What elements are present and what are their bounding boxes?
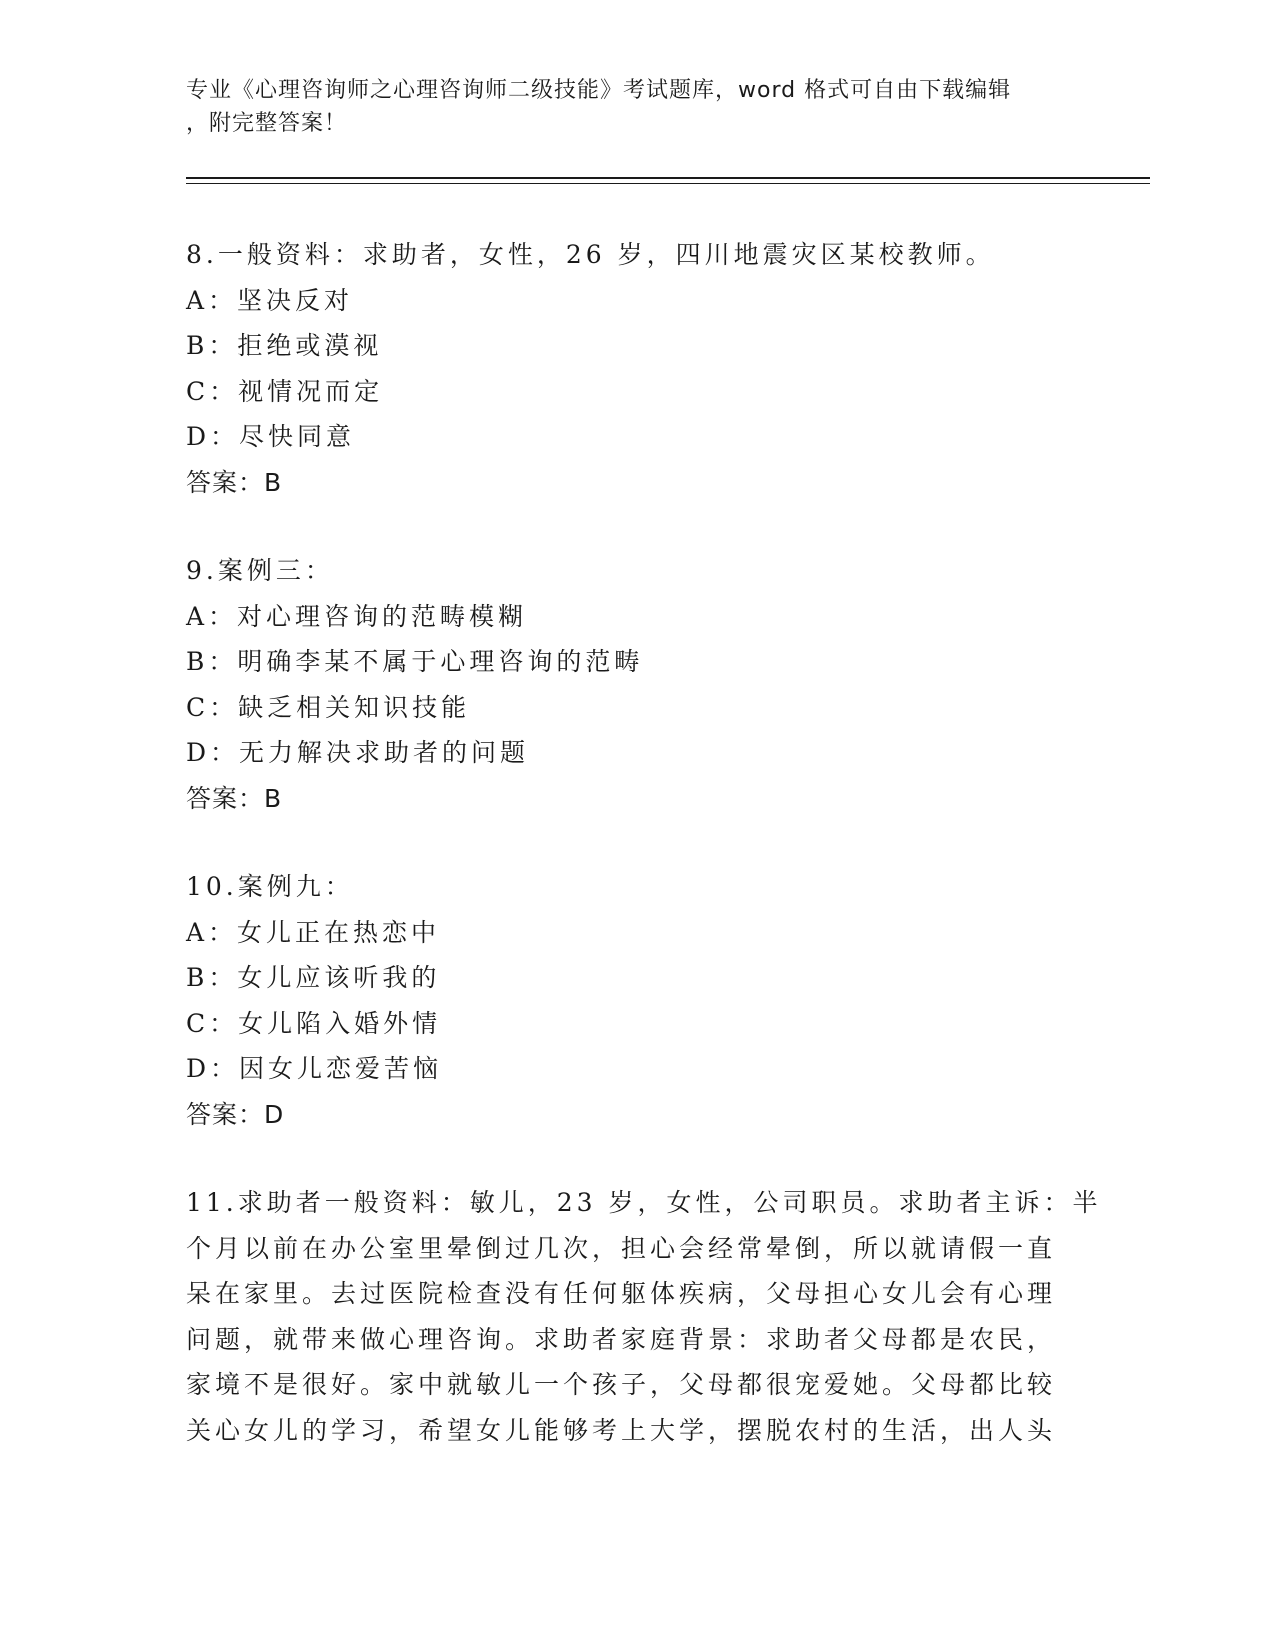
question-stem: 8.一般资料：求助者，女性，26 岁，四川地震灾区某校教师。 [186, 240, 995, 269]
option-a: A：对心理咨询的范畴模糊 [186, 601, 528, 631]
question-stem: 10.案例九： [186, 872, 354, 901]
question-11 [186, 1180, 1102, 1453]
option-d: D：尽快同意 [186, 422, 356, 451]
question-stem-line-6: 关心女儿的学习，希望女儿能够考上大学，摆脱农村的生活，出人头 [186, 1415, 1057, 1445]
option-a: A：坚决反对 [186, 285, 354, 315]
question-stem-line-1: 11.求助者一般资料：敏儿，23 岁，女性，公司职员。求助者主诉：半 [186, 1188, 1102, 1217]
option-d: D：无力解决求助者的问题 [186, 738, 530, 767]
question-stem-line-5: 家境不是很好。家中就敏儿一个孩子，父母都很宠爱她。父母都比较 [186, 1370, 1057, 1399]
question-8 [186, 232, 1086, 505]
answer-label: 答案：B [186, 467, 283, 497]
option-b: B：明确李某不属于心理咨询的范畴 [186, 647, 644, 676]
header-divider-thin [186, 183, 1150, 184]
question-stem-line-3: 呆在家里。去过医院检查没有任何躯体疾病，父母担心女儿会有心理 [186, 1279, 1057, 1308]
option-a: A：女儿正在热恋中 [186, 917, 441, 947]
answer-label: 答案：B [186, 783, 283, 813]
question-stem: 9.案例三： [186, 556, 334, 585]
question-list [186, 232, 1102, 1496]
header-line-1: 专业《心理咨询师之心理咨询师二级技能》考试题库，word 格式可自由下载编辑 [186, 78, 1012, 103]
header-divider-thick [186, 177, 1150, 179]
option-c: C：视情况而定 [186, 376, 384, 406]
option-d: D：因女儿恋爱苦恼 [186, 1054, 443, 1083]
header-line-2: ，附完整答案！ [186, 111, 348, 136]
option-c: C：女儿陷入婚外情 [186, 1008, 442, 1038]
document-header [186, 74, 1066, 140]
question-10 [186, 864, 1086, 1137]
option-b: B：拒绝或漠视 [186, 331, 383, 360]
option-b: B：女儿应该听我的 [186, 963, 441, 992]
answer-label: 答案：D [186, 1099, 285, 1129]
question-9 [186, 548, 1086, 821]
question-stem-line-2: 个月以前在办公室里晕倒过几次，担心会经常晕倒，所以就请假一直 [186, 1233, 1057, 1263]
question-stem-line-4: 问题，就带来做心理咨询。求助者家庭背景：求助者父母都是农民， [186, 1324, 1057, 1354]
option-c: C：缺乏相关知识技能 [186, 692, 471, 722]
